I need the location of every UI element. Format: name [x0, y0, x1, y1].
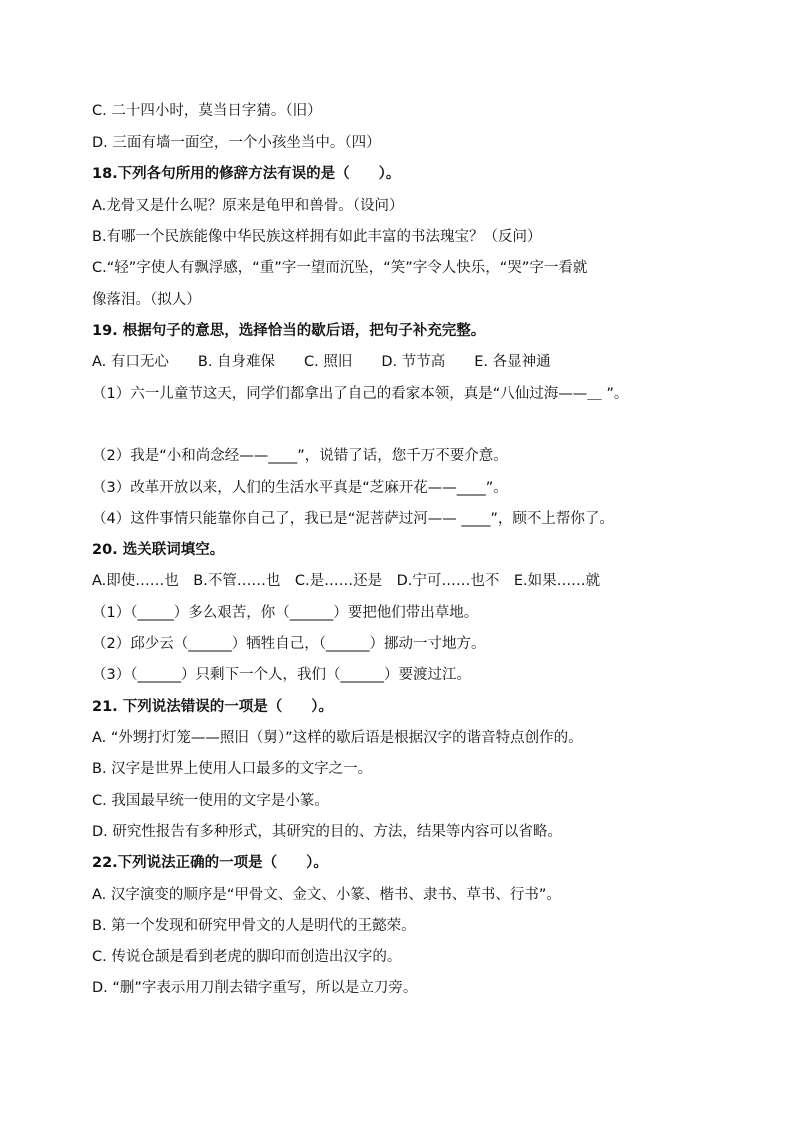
- q20-item-3: （3）（______）只剩下一个人，我们（______）要渡过江。: [92, 667, 471, 683]
- q19-question: 19. 根据句子的意思，选择恰当的歇后语，把句子补充完整。: [92, 323, 486, 339]
- q19-item-1: （1）六一儿童节这天，同学们都拿出了自己的看家本领，真是“八仙过海——＿ ”。: [92, 386, 629, 402]
- q18-option-c-cont: 像落泪。（拟人）: [92, 292, 201, 308]
- q21-question: 21. 下列说法错误的一项是（ ）。: [92, 699, 333, 715]
- q17-option-d: D. 三面有墙一面空，一个小孩坐当中。（四）: [92, 135, 381, 151]
- q22-option-b: B. 第一个发现和研究甲骨文的人是明代的王懿荣。: [92, 918, 416, 934]
- q21-option-b: B. 汉字是世界上使用人口最多的文字之一。: [92, 761, 373, 777]
- q22-question: 22.下列说法正确的一项是（ ）。: [92, 855, 328, 871]
- q19-item-4: （4）这件事情只能靠你自己了，我已是“泥菩萨过河—— ____”，顾不上帮你了。: [92, 511, 614, 527]
- q18-option-b: B.有哪一个民族能像中华民族这样拥有如此丰富的书法瑰宝？（反问）: [92, 229, 542, 245]
- q19-options: A. 有口无心 B. 自身难保 C. 照旧 D. 节节高 E. 各显神通: [92, 354, 551, 370]
- q22-option-c: C. 传说仓颉是看到老虎的脚印而创造出汉字的。: [92, 949, 402, 965]
- q19-item-2: （2）我是“小和尚念经——____”，说错了话，您千万不要介意。: [92, 448, 508, 464]
- q17-option-c: C. 二十四小时，莫当日字猜。（旧）: [92, 103, 322, 119]
- q21-option-c: C. 我国最早统一使用的文字是小篆。: [92, 793, 329, 809]
- q20-options: A.即使……也 B.不管……也 C.是……还是 D.宁可……也不 E.如果……就: [92, 573, 601, 589]
- q18-option-c: C.“轻”字使人有飘浮感，“重”字一望而沉坠，“笑”字令人快乐，“哭”字一看就: [92, 260, 588, 276]
- q21-option-d: D. 研究性报告有多种形式，其研究的目的、方法，结果等内容可以省略。: [92, 824, 562, 840]
- q22-option-a: A. 汉字演变的顺序是“甲骨文、金文、小篆、楷书、隶书、草书、行书”。: [92, 887, 561, 903]
- q19-item-3: （3）改革开放以来，人们的生活水平真是“芝麻开花——____”。: [92, 480, 508, 496]
- q20-item-2: （2）邱少云（______）牺牲自己，（______）挪动一寸地方。: [92, 636, 486, 652]
- q20-item-1: （1）（_____）多么艰苦，你（______）要把他们带出草地。: [92, 605, 479, 621]
- q21-option-a: A. “外甥打灯笼——照旧（舅）”这样的歇后语是根据汉字的谐音特点创作的。: [92, 730, 583, 746]
- q18-option-a: A.龙骨又是什么呢？原来是龟甲和兽骨。（设问）: [92, 198, 404, 214]
- q20-question: 20. 选关联词填空。: [92, 542, 225, 558]
- q18-question: 18.下列各句所用的修辞方法有误的是（ ）。: [92, 166, 401, 182]
- q22-option-d: D. “删”字表示用刀削去错字重写，所以是立刀旁。: [92, 980, 418, 996]
